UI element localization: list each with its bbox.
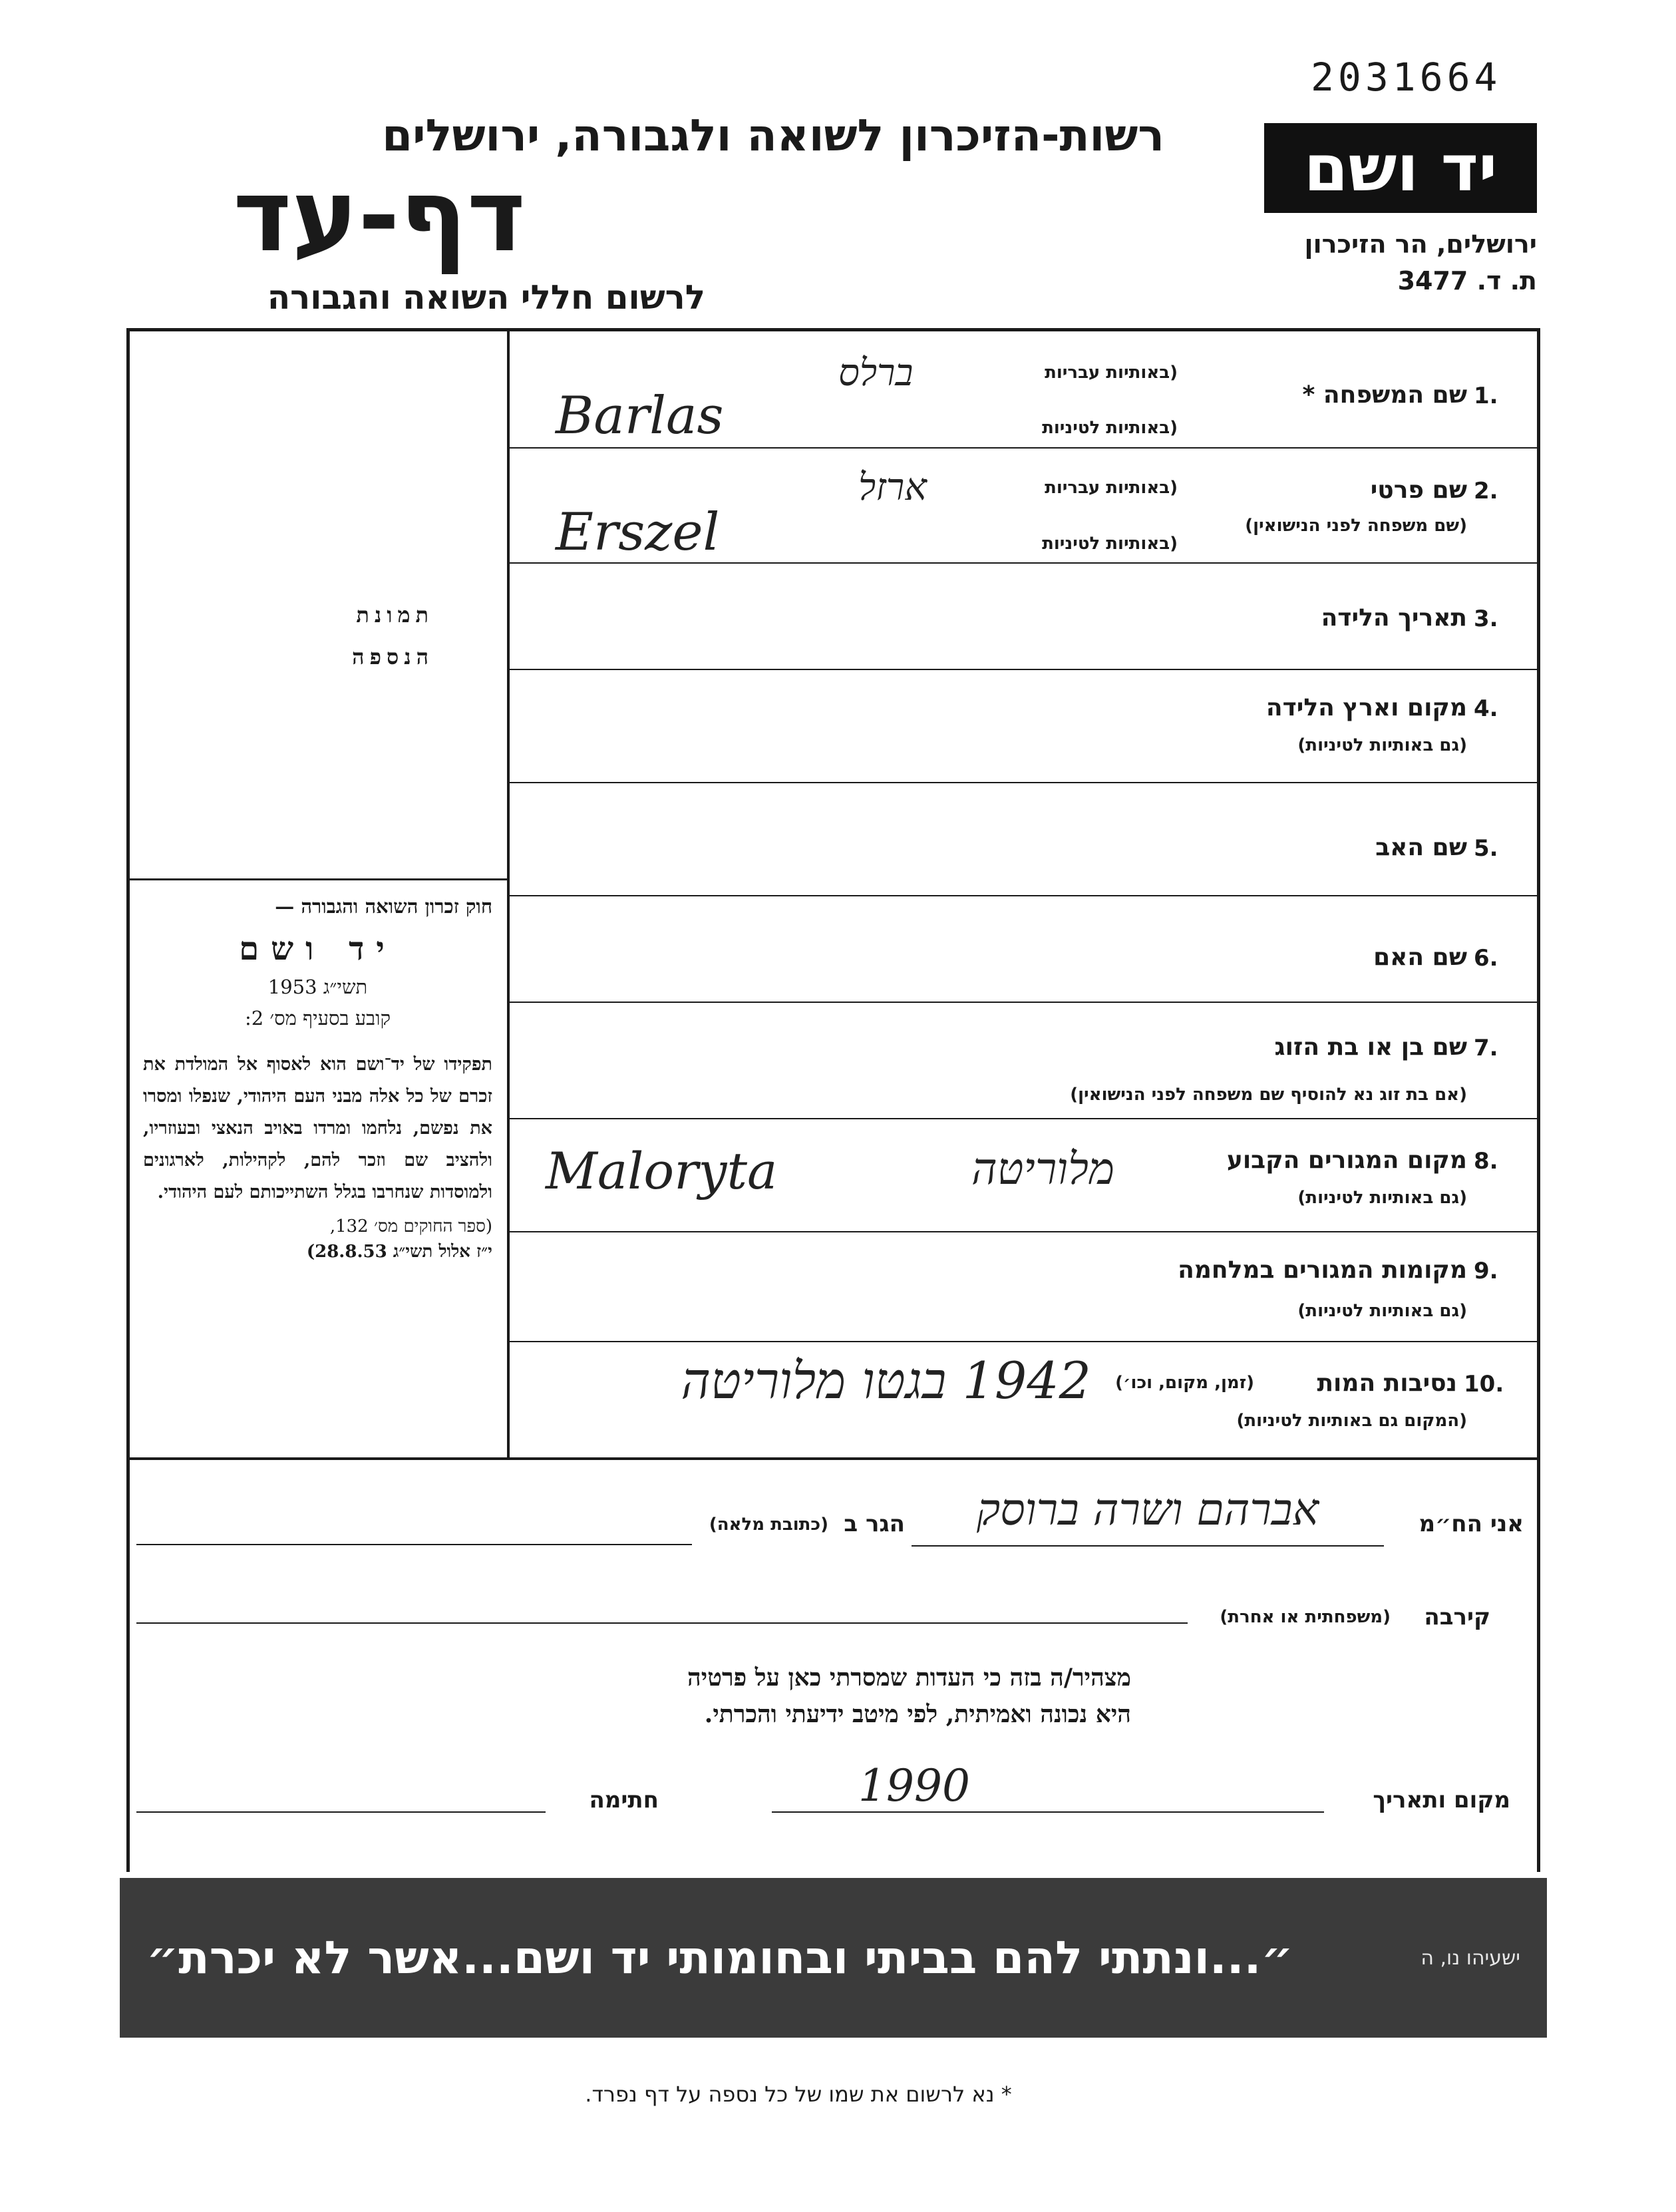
field-8-label: מקום המגורים הקבוע	[1226, 1147, 1467, 1174]
form-title: דף-עד	[233, 158, 526, 274]
row-sep-8	[510, 1231, 1537, 1232]
law-title: חוק זכרון השואה והגבורה —	[275, 895, 492, 918]
field-8-number: 8.	[1474, 1148, 1498, 1175]
lives-in-label: הגר ב	[844, 1511, 905, 1537]
row-sep-7	[510, 1118, 1537, 1119]
law-clause: קובע בסעיף מס׳ 2:	[244, 1007, 391, 1029]
relation-label: קירבה	[1424, 1604, 1490, 1630]
field-10-label: נסיבות המות	[1317, 1370, 1457, 1397]
field-3-number: 3.	[1474, 606, 1498, 632]
place-date-label: מקום ותאריך	[1373, 1787, 1510, 1813]
section-divider	[130, 1457, 1537, 1460]
row-sep-5	[510, 895, 1537, 896]
field-2-number: 2.	[1474, 478, 1498, 504]
field-2-hint-hebrew: (באותיות עבריות	[1045, 478, 1178, 498]
address-line-2: ת. ד. 3477	[1397, 266, 1537, 295]
column-divider	[507, 328, 510, 1459]
field-4-label: מקום וארץ הלידה	[1265, 694, 1467, 721]
form-subtitle: לרשום חללי השואה והגבורה	[267, 278, 705, 317]
quote-banner	[120, 1878, 1547, 2038]
first-name-latin-value[interactable]: Erszel	[556, 502, 720, 562]
address-hint: (כתובת מלאה)	[709, 1515, 828, 1535]
banner-quote: ״...ונתתי להם בביתי ובחומותי יד ושם...אשר לא יכרת״	[146, 1931, 1293, 1984]
law-date: י״ז אלול תשי״ג 28.8.53)	[306, 1242, 492, 1262]
signature-line[interactable]	[136, 1811, 546, 1813]
law-name: יד ושם	[239, 930, 397, 968]
photo-label-line-2: הנספה	[352, 644, 434, 669]
frame-right	[1537, 328, 1540, 1872]
law-text: תפקידו של יד־ושם הוא לאסוף אל המולדת את זכרם של כל אלה מבני העם היהודי, שנפלו ומסרו את נפשם, נלחמו ומרדו באויב הנאצי ובעוזריו, ולהציב שם וזכר להם, לקהילות, לארגונים ולמוסדות שנחרבו בגלל השתייכותם לעם היהודי.	[143, 1054, 492, 1202]
declarant-name-value[interactable]: אברהם ושרה ברוסק	[976, 1484, 1319, 1535]
field-7-number: 7.	[1474, 1035, 1498, 1061]
signature-label: חתימה	[589, 1787, 659, 1813]
relation-line[interactable]	[136, 1622, 1188, 1624]
declaration-line-1: מצהיר/ה בזה כי העדות שמסרתי כאן על פרטיה	[687, 1664, 1131, 1692]
field-2-hint-latin: (באותיות לטיניות	[1042, 534, 1178, 554]
logo-text: יד ושם	[1303, 130, 1498, 206]
row-sep-4	[510, 782, 1537, 783]
field-1-hint-hebrew: (באותיות עבריות	[1045, 363, 1178, 383]
field-10-sub: (המקום גם באותיות לטיניות)	[1236, 1411, 1467, 1431]
field-5-number: 5.	[1474, 835, 1498, 862]
field-8-sub: (גם באותיות לטיניות)	[1297, 1188, 1467, 1208]
row-sep-6	[510, 1002, 1537, 1003]
document-number: 2031664	[1311, 55, 1502, 100]
row-sep-1	[510, 447, 1537, 449]
field-6-number: 6.	[1474, 945, 1498, 972]
row-sep-2	[510, 562, 1537, 564]
place-date-value[interactable]: 1990	[858, 1760, 970, 1811]
law-year: תשי״ג 1953	[267, 976, 368, 998]
authority-title: רשות-הזיכרון לשואה ולגבורה, ירושלים	[382, 110, 1164, 161]
field-9-number: 9.	[1474, 1258, 1498, 1284]
residence-hebrew-value[interactable]: מלוריטה	[971, 1143, 1115, 1195]
family-name-latin-value[interactable]: Barlas	[556, 386, 724, 446]
field-1-number: 1.	[1474, 383, 1498, 409]
field-6-label: שם האם	[1373, 944, 1467, 971]
first-name-hebrew-value[interactable]: ארזל	[858, 466, 927, 509]
family-name-hebrew-value[interactable]: ברלס	[838, 351, 914, 395]
field-9-sub: (גם באותיות לטיניות)	[1297, 1301, 1467, 1321]
relation-hint: (משפחתית או אחרת)	[1220, 1607, 1391, 1627]
field-1-hint-latin: (באותיות לטיניות	[1042, 418, 1178, 438]
frame-left	[126, 328, 130, 1872]
footnote: * נא לרשום את שמו של כל נספה על דף נפרד.	[585, 2082, 1012, 2107]
row-sep-9	[510, 1341, 1537, 1342]
field-2-label: שם פרטי	[1370, 476, 1467, 504]
field-3-label: תאריך הלידה	[1321, 604, 1467, 632]
row-sep-3	[510, 669, 1537, 670]
law-source: (ספר החוקים מס׳ 132,	[329, 1216, 492, 1236]
field-5-label: שם האב	[1375, 834, 1467, 861]
place-date-line[interactable]	[772, 1811, 1324, 1813]
address-line[interactable]	[136, 1544, 692, 1545]
field-7-sub: (אם בת זוג נא להוסיף שם משפחה לפני הנישואין)	[1070, 1085, 1467, 1105]
banner-source: ישעיהו נו, ה	[1421, 1946, 1520, 1970]
field-9-label: מקומות המגורים במלחמה	[1178, 1256, 1467, 1284]
declarant-prefix: אני הח״מ	[1419, 1511, 1524, 1537]
address-line-1: ירושלים, הר הזיכרון	[1304, 230, 1537, 259]
death-circumstances-value[interactable]: 1942 בגטו מלוריטה	[681, 1351, 1091, 1410]
field-4-sub: (גם באותיות לטיניות)	[1297, 735, 1467, 755]
photo-label-line-1: תמונת	[356, 602, 434, 628]
field-10-number: 10.	[1464, 1371, 1504, 1397]
photo-divider	[130, 878, 507, 880]
field-10-label-hint: (זמן, מקום, וכו׳)	[1115, 1373, 1254, 1393]
yad-vashem-logo	[1264, 123, 1537, 213]
field-2-sub: (שם משפחה לפני הנישואין)	[1245, 516, 1467, 536]
field-1-label: שם המשפחה *	[1302, 381, 1467, 409]
name-line[interactable]	[912, 1545, 1384, 1547]
residence-latin-value[interactable]: Maloryta	[546, 1141, 778, 1200]
declaration-line-2: היא נכונה ואמיתית, לפי מיטב ידיעתי והכרתי.	[704, 1700, 1131, 1728]
field-7-label: שם בן או בת הזוג	[1274, 1033, 1467, 1061]
frame-top	[126, 328, 1540, 331]
field-4-number: 4.	[1474, 695, 1498, 722]
law-panel	[143, 895, 492, 1262]
